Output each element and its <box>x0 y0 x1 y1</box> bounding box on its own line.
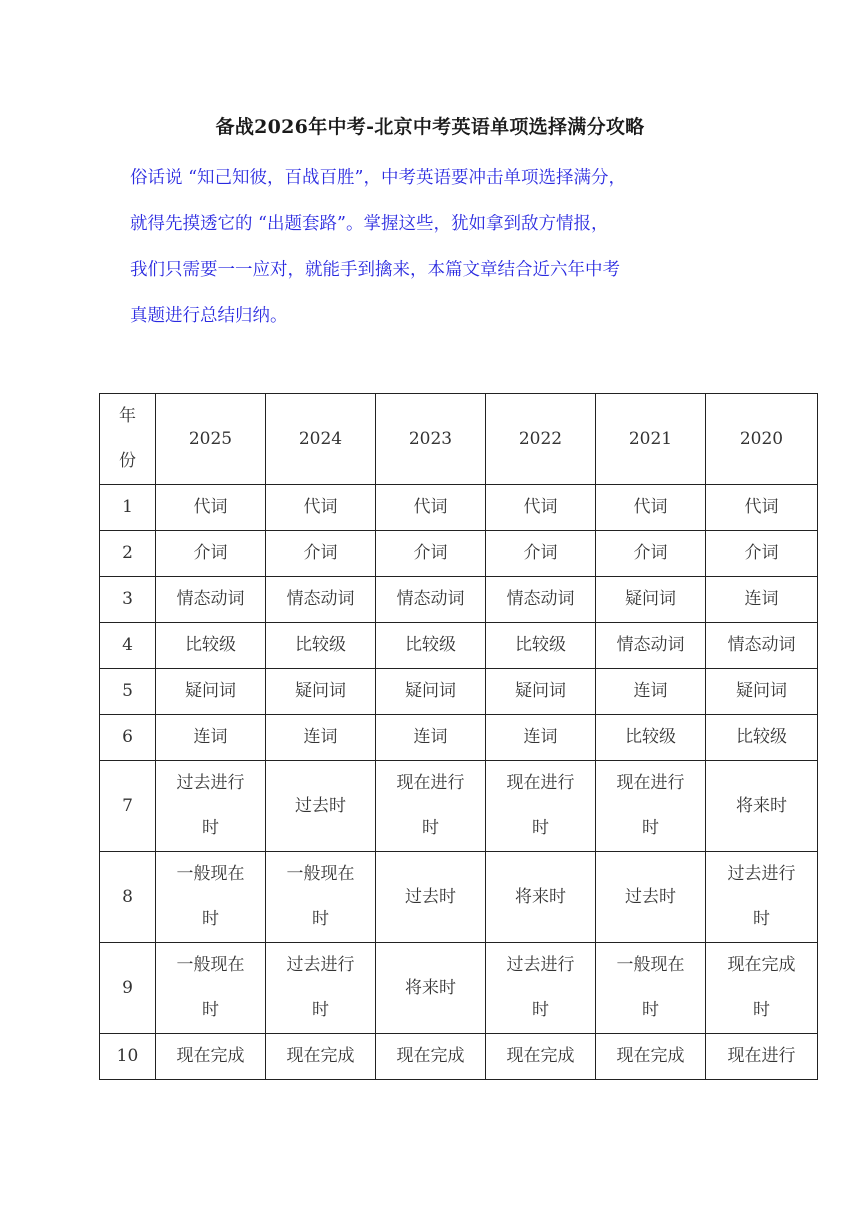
topic-cell <box>156 943 266 1034</box>
topic-text: 连词 <box>303 727 338 747</box>
table-row <box>100 1034 818 1080</box>
year-header-label: 份 <box>119 451 136 471</box>
topic-cell <box>156 577 266 623</box>
intro-line: 俗话说 “知己知彼，百战百胜”，中考英语要冲击单项选择满分， <box>130 168 626 188</box>
topic-text: 时 <box>312 1000 329 1020</box>
topic-cell <box>266 577 376 623</box>
topic-cell <box>266 715 376 761</box>
year-column-header: 2023 <box>376 394 486 485</box>
topic-text: 比较级 <box>625 727 676 747</box>
topic-text: 时 <box>202 818 219 838</box>
table-row <box>100 577 818 623</box>
topic-text: 情态动词 <box>727 635 796 655</box>
topic-cell <box>596 715 706 761</box>
topic-text: 比较级 <box>736 727 787 747</box>
topic-text: 时 <box>422 818 439 838</box>
topic-cell <box>156 531 266 577</box>
topic-cell <box>376 531 486 577</box>
topic-cell <box>376 1034 486 1080</box>
topic-cell <box>486 531 596 577</box>
topic-cell <box>706 623 818 669</box>
topic-cell <box>266 623 376 669</box>
topic-cell <box>156 1034 266 1080</box>
topic-text: 过去进行 <box>506 955 575 975</box>
topic-text: 代词 <box>303 497 338 517</box>
topic-text: 现在完成 <box>286 1046 355 1066</box>
intro-paragraph <box>130 168 740 339</box>
topic-text: 过去进行 <box>286 955 355 975</box>
row-number-cell: 6 <box>100 715 156 761</box>
table-header-row <box>100 394 818 485</box>
table-row <box>100 852 818 943</box>
topic-text: 介词 <box>523 543 558 563</box>
topic-text: 代词 <box>413 497 448 517</box>
topic-text: 现在进行 <box>727 1046 796 1066</box>
exam-topic-table <box>99 393 818 1080</box>
topic-cell <box>706 531 818 577</box>
topic-cell <box>486 715 596 761</box>
topic-text: 情态动词 <box>616 635 685 655</box>
topic-text: 情态动词 <box>506 589 575 609</box>
topic-cell <box>706 852 818 943</box>
topic-text: 将来时 <box>405 977 456 998</box>
topic-text: 现在进行 <box>616 773 685 793</box>
row-number-cell: 3 <box>100 577 156 623</box>
intro-line: 真题进行总结归纳。 <box>130 306 288 326</box>
topic-cell <box>486 943 596 1034</box>
topic-cell <box>376 761 486 852</box>
topic-text: 时 <box>532 818 549 838</box>
topic-text: 时 <box>202 1000 219 1020</box>
topic-text: 时 <box>202 909 219 929</box>
year-header-cell <box>100 394 156 485</box>
topic-cell <box>706 761 818 852</box>
topic-text: 介词 <box>413 543 448 563</box>
topic-text: 介词 <box>744 543 779 563</box>
topic-text: 时 <box>532 1000 549 1020</box>
table-row <box>100 623 818 669</box>
row-number-cell: 10 <box>100 1034 156 1080</box>
topic-cell <box>266 852 376 943</box>
topic-text: 连词 <box>523 727 558 747</box>
topic-text: 疑问词 <box>515 681 566 701</box>
topic-text: 连词 <box>193 727 228 747</box>
topic-text: 情态动词 <box>286 589 355 609</box>
topic-text: 情态动词 <box>396 589 465 609</box>
topic-text: 现在完成 <box>727 955 796 975</box>
topic-cell <box>596 531 706 577</box>
topic-text: 现在完成 <box>616 1046 685 1066</box>
topic-text: 一般现在 <box>176 955 245 975</box>
topic-text: 疑问词 <box>405 681 456 701</box>
topic-cell <box>706 943 818 1034</box>
row-number-cell: 5 <box>100 669 156 715</box>
topic-cell <box>596 485 706 531</box>
topic-cell <box>706 669 818 715</box>
topic-cell <box>266 1034 376 1080</box>
topic-cell <box>706 715 818 761</box>
topic-text: 一般现在 <box>616 955 685 975</box>
topic-text: 连词 <box>413 727 448 747</box>
table-row <box>100 715 818 761</box>
topic-cell <box>596 761 706 852</box>
topic-cell <box>266 485 376 531</box>
row-number-cell: 1 <box>100 485 156 531</box>
topic-cell <box>486 485 596 531</box>
topic-text: 疑问词 <box>185 681 236 701</box>
topic-text: 代词 <box>193 497 228 517</box>
table-row <box>100 761 818 852</box>
topic-cell <box>156 852 266 943</box>
topic-cell <box>376 669 486 715</box>
topic-text: 连词 <box>744 589 779 609</box>
topic-cell <box>596 623 706 669</box>
topic-cell <box>596 943 706 1034</box>
topic-text: 过去进行 <box>727 864 796 884</box>
year-column-header: 2025 <box>156 394 266 485</box>
table-row <box>100 943 818 1034</box>
topic-text: 时 <box>642 818 659 838</box>
topic-text: 现在完成 <box>506 1046 575 1066</box>
topic-text: 比较级 <box>515 635 566 655</box>
topic-text: 比较级 <box>185 635 236 655</box>
table-row <box>100 669 818 715</box>
topic-text: 现在完成 <box>176 1046 245 1066</box>
topic-cell <box>596 1034 706 1080</box>
topic-text: 代词 <box>744 497 779 517</box>
topic-cell <box>486 623 596 669</box>
topic-text: 过去时 <box>625 886 676 907</box>
topic-text: 过去进行 <box>176 773 245 793</box>
topic-text: 时 <box>642 1000 659 1020</box>
topic-text: 比较级 <box>295 635 346 655</box>
topic-cell <box>376 485 486 531</box>
topic-text: 时 <box>753 909 770 929</box>
topic-text: 代词 <box>523 497 558 517</box>
topic-text: 疑问词 <box>736 681 787 701</box>
topic-cell <box>156 761 266 852</box>
topic-cell <box>266 669 376 715</box>
topic-cell <box>376 577 486 623</box>
topic-text: 疑问词 <box>295 681 346 701</box>
topic-text: 过去时 <box>295 795 346 816</box>
row-number-cell: 2 <box>100 531 156 577</box>
topic-cell <box>706 577 818 623</box>
page-title: 备战2026年中考-北京中考英语单项选择满分攻略 <box>215 116 645 138</box>
intro-line: 我们只需要一一应对，就能手到擒来，本篇文章结合近六年中考 <box>130 260 620 280</box>
year-header-label: 年 <box>119 406 136 426</box>
topic-cell <box>486 577 596 623</box>
row-number-cell: 8 <box>100 852 156 943</box>
year-column-header: 2024 <box>266 394 376 485</box>
topic-cell <box>156 623 266 669</box>
topic-cell <box>266 943 376 1034</box>
topic-text: 一般现在 <box>176 864 245 884</box>
topic-cell <box>376 623 486 669</box>
topic-cell <box>156 485 266 531</box>
topic-cell <box>376 852 486 943</box>
topic-text: 现在进行 <box>396 773 465 793</box>
topic-text: 疑问词 <box>625 589 676 609</box>
intro-line: 就得先摸透它的 “出题套路”。掌握这些，犹如拿到敌方情报， <box>130 214 609 234</box>
topic-cell <box>376 715 486 761</box>
topic-cell <box>156 715 266 761</box>
topic-text: 一般现在 <box>286 864 355 884</box>
topic-cell <box>376 943 486 1034</box>
topic-text: 情态动词 <box>176 589 245 609</box>
topic-cell <box>486 761 596 852</box>
topic-text: 比较级 <box>405 635 456 655</box>
topic-text: 连词 <box>633 681 668 701</box>
topic-cell <box>266 761 376 852</box>
topic-cell <box>486 1034 596 1080</box>
table-row <box>100 531 818 577</box>
topic-text: 介词 <box>303 543 338 563</box>
row-number-cell: 9 <box>100 943 156 1034</box>
topic-text: 时 <box>753 1000 770 1020</box>
table-row <box>100 485 818 531</box>
topic-text: 代词 <box>633 497 668 517</box>
topic-cell <box>156 669 266 715</box>
topic-text: 时 <box>312 909 329 929</box>
topic-text: 现在完成 <box>396 1046 465 1066</box>
year-column-header: 2022 <box>486 394 596 485</box>
topic-cell <box>596 669 706 715</box>
year-column-header: 2020 <box>706 394 818 485</box>
topic-cell <box>596 852 706 943</box>
topic-cell <box>596 577 706 623</box>
topic-text: 将来时 <box>515 886 566 907</box>
topic-cell <box>266 531 376 577</box>
topic-text: 现在进行 <box>506 773 575 793</box>
topic-cell <box>486 852 596 943</box>
topic-cell <box>706 485 818 531</box>
topic-text: 过去时 <box>405 886 456 907</box>
topic-cell <box>486 669 596 715</box>
topic-text: 将来时 <box>736 795 787 816</box>
row-number-cell: 4 <box>100 623 156 669</box>
year-column-header: 2021 <box>596 394 706 485</box>
row-number-cell: 7 <box>100 761 156 852</box>
topic-text: 介词 <box>193 543 228 563</box>
topic-cell <box>706 1034 818 1080</box>
topic-text: 介词 <box>633 543 668 563</box>
